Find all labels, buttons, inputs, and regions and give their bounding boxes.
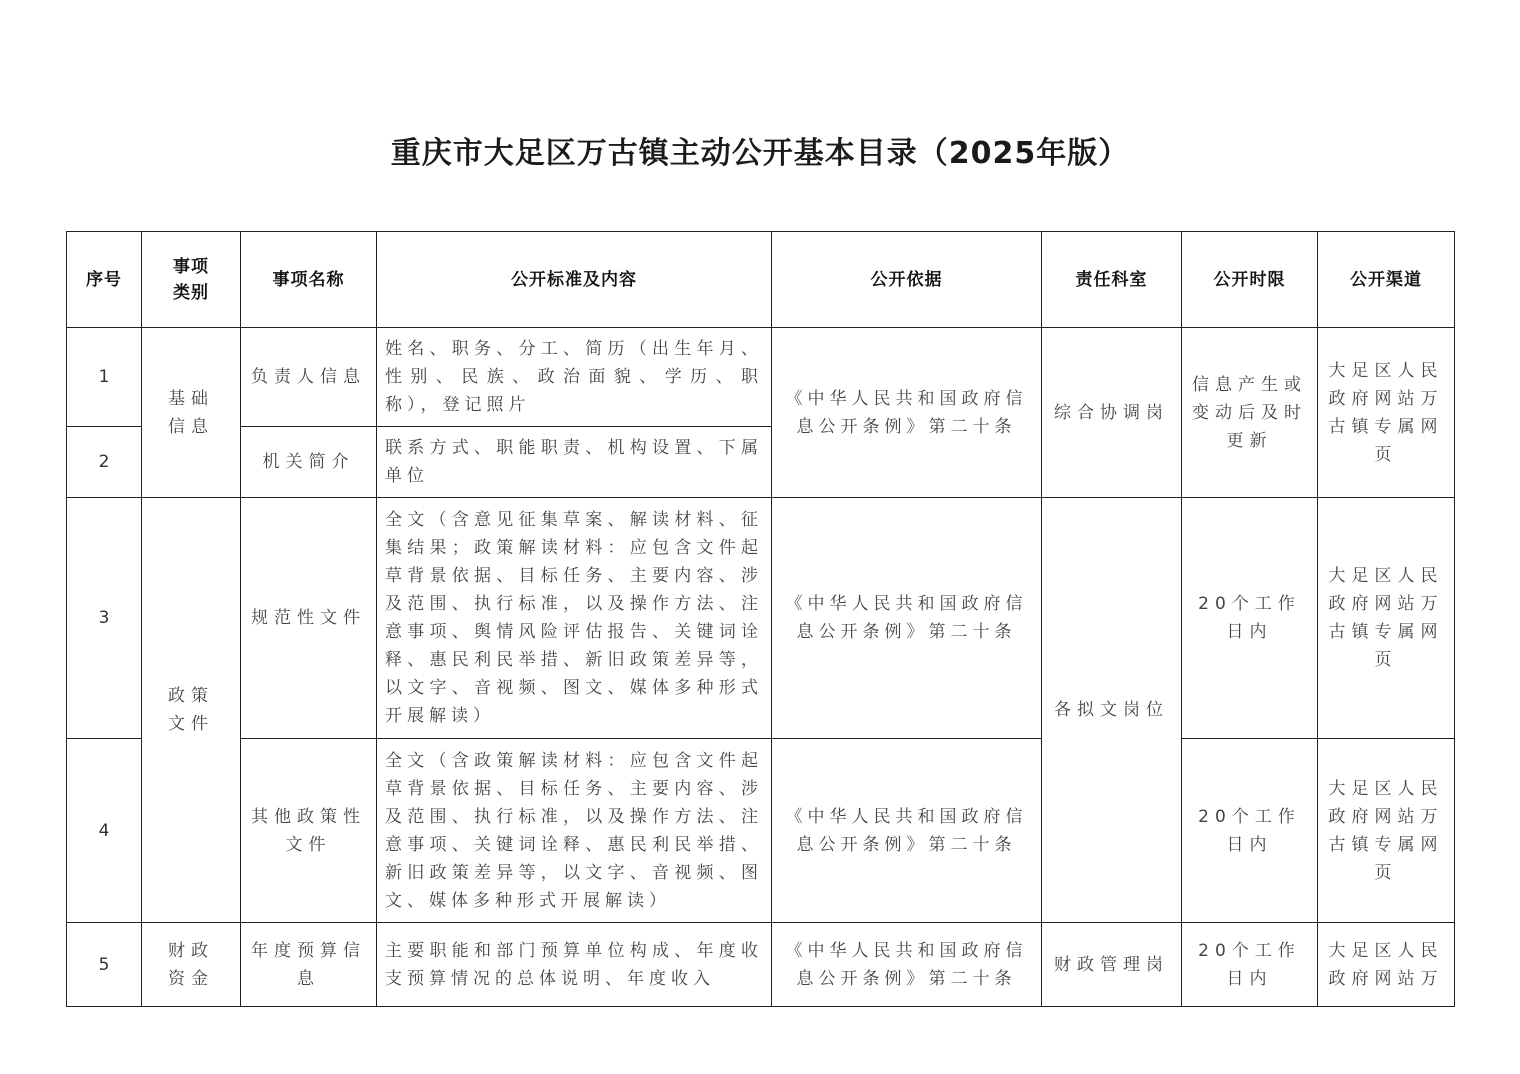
header-cell-category: [142, 232, 241, 328]
table-row: [67, 739, 1455, 923]
table-row: [67, 328, 1455, 427]
row-time: 20个工作日内: [1182, 923, 1318, 1007]
header-category-line1: 事项 类别: [173, 256, 209, 303]
row-num: 1: [67, 328, 142, 427]
row-dept: 财政管理岗: [1042, 923, 1182, 1007]
header-cell-channel: 公开渠道: [1318, 232, 1455, 328]
row-content: 姓名、职务、分工、简历（出生年月、性别、民族、政治面貌、学历、职称），登记照片: [377, 328, 772, 427]
row-name: 负责人信息: [241, 328, 377, 427]
row-num: 5: [67, 923, 142, 1007]
row-time: 20个工作日内: [1182, 498, 1318, 739]
header-cell-basis: 公开依据: [772, 232, 1042, 328]
row-name: 年度预算信息: [241, 923, 377, 1007]
row-category: [142, 328, 241, 498]
catalog-table: [66, 231, 1455, 1007]
row-content: 全文（含意见征集草案、解读材料、征集结果；政策解读材料：应包含文件起草背景依据、目标任务、主要内容、涉及范围、执行标准，以及操作方法、注意事项、舆情风险评估报告、关键词诠释、惠民利民举措、新旧政策差异等，以文字、音视频、图文、媒体多种形式开展解读）: [377, 498, 772, 739]
header-row: [67, 232, 1455, 328]
header-cell-name: 事项名称: [241, 232, 377, 328]
row-content: 联系方式、职能职责、机构设置、下属单位: [377, 427, 772, 498]
row-num: 2: [67, 427, 142, 498]
table-row: [67, 498, 1455, 739]
row-basis: 《中华人民共和国政府信息公开条例》第二十条: [772, 923, 1042, 1007]
table-row: [67, 923, 1455, 1007]
header-cell-content: 公开标准及内容: [377, 232, 772, 328]
row-category-text: 基础 信息: [168, 388, 214, 437]
row-category: [142, 923, 241, 1007]
header-cell-dept: 责任科室: [1042, 232, 1182, 328]
row-dept: 综合协调岗: [1042, 328, 1182, 498]
row-channel: 大足区人民政府网站万古镇专属网页: [1318, 328, 1455, 498]
row-basis: 《中华人民共和国政府信息公开条例》第二十条: [772, 328, 1042, 498]
page-title: 重庆市大足区万古镇主动公开基本目录（2025年版）: [390, 136, 1130, 171]
header-cell-time: 公开时限: [1182, 232, 1318, 328]
row-name: 规范性文件: [241, 498, 377, 739]
row-num: 3: [67, 498, 142, 739]
row-num: 4: [67, 739, 142, 923]
row-channel: 大足区人民政府网站万古镇专属网页: [1318, 498, 1455, 739]
row-category: [142, 498, 241, 923]
row-category-text: 政策 文件: [168, 686, 214, 734]
row-category-text: 财政 资金: [168, 940, 214, 989]
row-content: 主要职能和部门预算单位构成、年度收支预算情况的总体说明、年度收入: [377, 923, 772, 1007]
row-time: 信息产生或变动后及时更新: [1182, 328, 1318, 498]
row-content: 全文（含政策解读材料：应包含文件起草背景依据、目标任务、主要内容、涉及范围、执行标准，以及操作方法、注意事项、关键词诠释、惠民利民举措、新旧政策差异等，以文字、音视频、图文、媒体多种形式开展解读）: [377, 739, 772, 923]
header-cell-num: 序号: [67, 232, 142, 328]
row-time: 20个工作日内: [1182, 739, 1318, 923]
row-channel: 大足区人民政府网站万: [1318, 923, 1455, 1007]
row-basis: 《中华人民共和国政府信息公开条例》第二十条: [772, 498, 1042, 739]
row-basis: 《中华人民共和国政府信息公开条例》第二十条: [772, 739, 1042, 923]
row-dept: 各拟文岗位: [1042, 498, 1182, 923]
row-name: 其他政策性文件: [241, 739, 377, 923]
row-name: 机关简介: [241, 427, 377, 498]
row-channel: 大足区人民政府网站万古镇专属网页: [1318, 739, 1455, 923]
